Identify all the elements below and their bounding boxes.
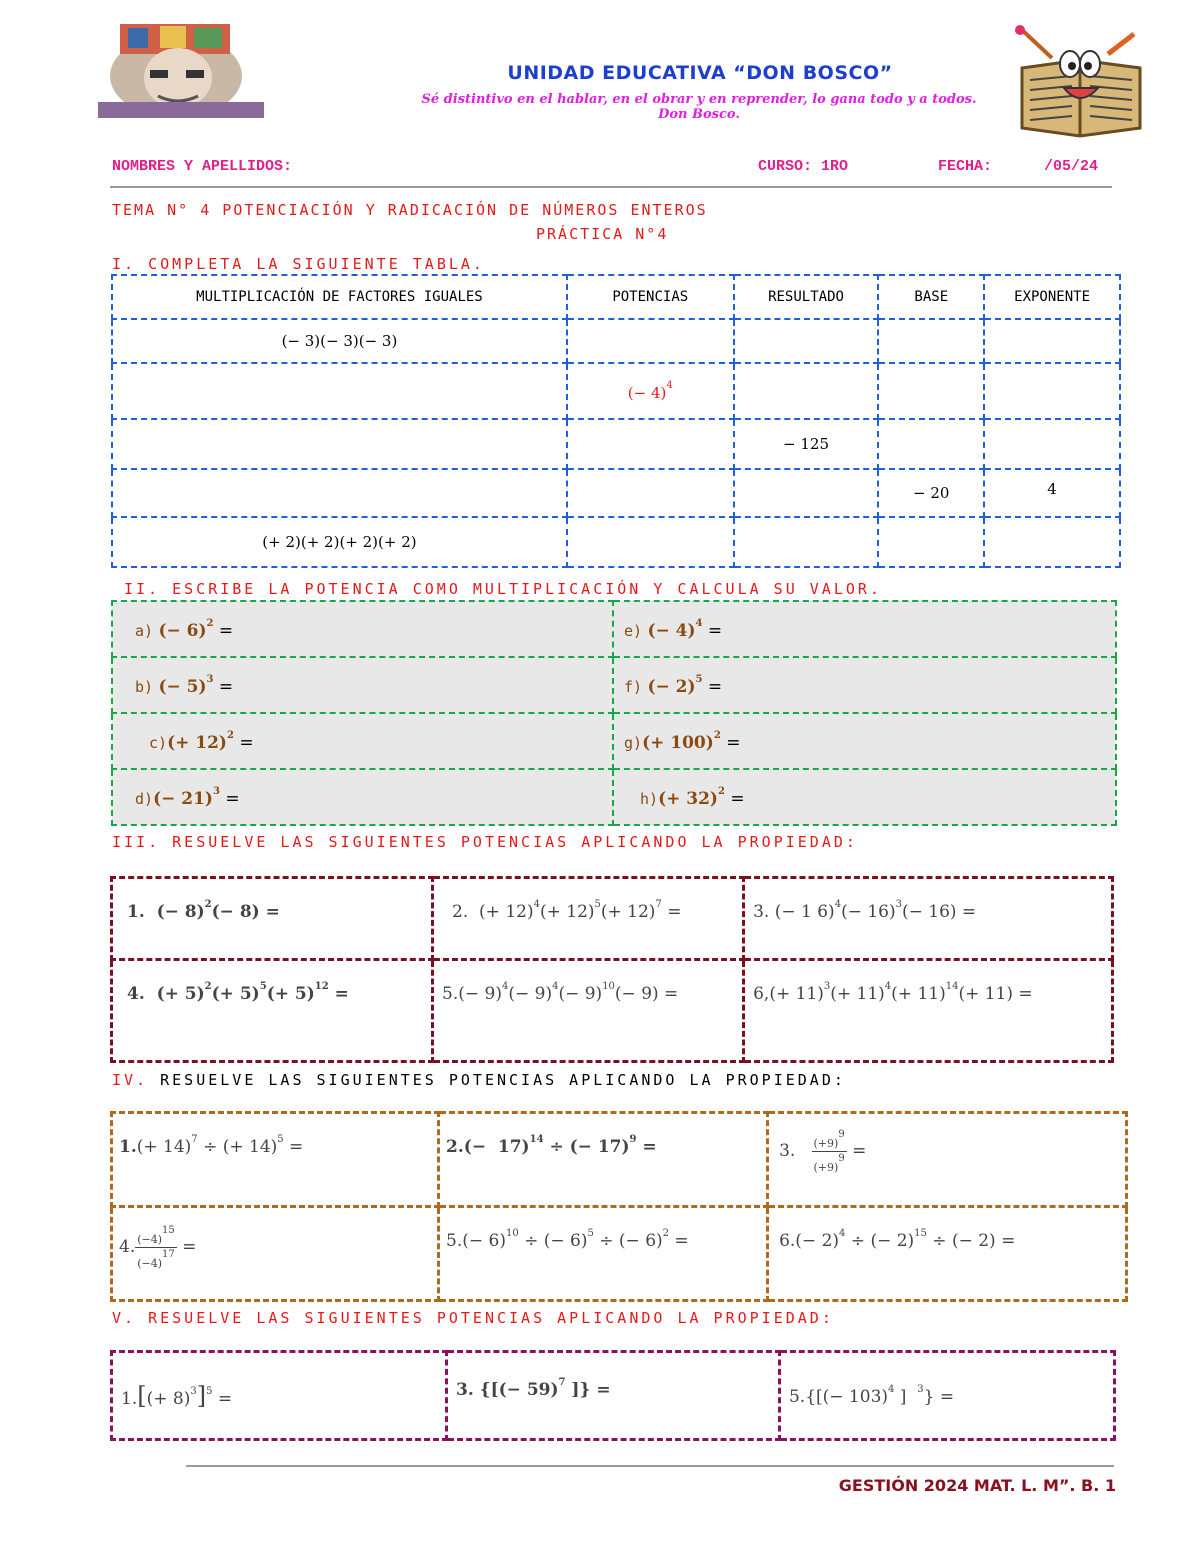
row1-base[interactable]	[878, 319, 984, 363]
row4-exponent: 4	[984, 469, 1120, 517]
section5-table	[110, 1350, 1116, 1441]
exercise3-6: $6,(+ 11)^3(+ 11)^4(+ 11)^{14}(+ 11)$ =	[744, 960, 1113, 1062]
row5-result[interactable]	[734, 517, 879, 567]
item-f: f) (− 2)$^5$ =	[613, 657, 1116, 713]
row3-power[interactable]	[567, 419, 734, 469]
course-label: CURSO: 1RO	[758, 158, 849, 175]
header-divider	[110, 186, 1112, 188]
section4-title-wrap	[112, 1071, 846, 1089]
school-name: UNIDAD EDUCATIVA “DON BOSCO”	[507, 62, 893, 84]
practice-title: PRÁCTICA N°4	[536, 225, 669, 243]
exercise4-5: $5.(- 6)^{10}$ ÷ (− 6)$^5$ ÷ (− 6)$^2$ =	[439, 1207, 768, 1301]
row5-multiplication: (+ 2)(+ 2)(+ 2)(+ 2)	[112, 517, 567, 567]
section4-number: IV.	[112, 1071, 149, 1089]
book-mascot-icon	[1012, 24, 1150, 150]
header-multiplication: MULTIPLICACIÓN DE FACTORES IGUALES	[112, 275, 567, 319]
exercise3-1: 1. (− 8)$^2$(− 8) =	[112, 878, 433, 960]
exercise3-3: 3. (− 1 $6)^4(- 16)^3(- 16)$ =	[744, 878, 1113, 960]
date-value: /05/24	[1044, 158, 1099, 175]
exercise4-3: 3. $\frac{(+9)^9}{(+9)^9}$ =	[768, 1113, 1127, 1207]
names-label: NOMBRES Y APELLIDOS:	[112, 158, 293, 175]
exercise5-1: $1.[(+ 8)^3]^5$ =	[112, 1352, 447, 1440]
row4-power[interactable]	[567, 469, 734, 517]
exercise4-2: $2.(- 17)^{14}$ ÷ (− 17)$^9$ =	[439, 1113, 768, 1207]
item-e: e) (− 4)$^4$ =	[613, 601, 1116, 657]
header-powers: POTENCIAS	[567, 275, 734, 319]
footer-divider	[186, 1465, 1114, 1467]
section2-table	[111, 600, 1117, 826]
row5-power[interactable]	[567, 517, 734, 567]
exercise5-5: $5.\{[(- 103)^4$ ] $^3$} =	[779, 1352, 1114, 1440]
row1-result[interactable]	[734, 319, 879, 363]
row2-result[interactable]	[734, 363, 879, 419]
item-d: $d)(- 21)^3$ =	[112, 769, 613, 825]
row3-base[interactable]	[878, 419, 984, 469]
item-c: $c)(+ 12)^2$ =	[112, 713, 613, 769]
row2-base[interactable]	[878, 363, 984, 419]
exercise4-6: $6.(- 2)^4$ ÷ (− 2)$^{15}$ ÷ (− 2) =	[768, 1207, 1127, 1301]
section1-table	[111, 274, 1121, 568]
row3-multiplication[interactable]	[112, 419, 567, 469]
exercise3-5: $5.(- 9)^4(- 9)^4(- 9)^{10}(- 9)$ =	[433, 960, 744, 1062]
section5-title: V. RESUELVE LAS SIGUIENTES POTENCIAS APLICANDO LA PROPIEDAD:	[112, 1309, 834, 1327]
exercise4-4: 4. $\frac{(-4)^{15}}{(-4)^{17}}$ =	[112, 1207, 439, 1301]
header-result: RESULTADO	[734, 275, 879, 319]
row2-power: (− 4)$^4$	[567, 363, 734, 419]
section1-title: I. COMPLETA LA SIGUIENTE TABLA.	[112, 255, 485, 273]
row1-multiplication: (− 3)(− 3)(− 3)	[112, 319, 567, 363]
item-g: $g)(+ 100)^2$ =	[613, 713, 1116, 769]
exercise3-4: 4. (+ $5)^2(+ 5)^5(+ 5)^{12}$ =	[112, 960, 433, 1062]
item-b: b) (− 5)$^3$ =	[112, 657, 613, 713]
row3-exponent[interactable]	[984, 419, 1120, 469]
section3-title: III. RESUELVE LAS SIGUIENTES POTENCIAS APLICANDO LA PROPIEDAD:	[112, 833, 858, 851]
exercise5-3: 3. {[(− 59)$^7$ ]} =	[446, 1352, 779, 1440]
section4-table	[110, 1111, 1128, 1302]
header-exponent: EXPONENTE	[984, 275, 1120, 319]
exercise4-1: $1.(+ 14)^7$ ÷ (+ 14)$^5$ =	[112, 1113, 439, 1207]
row4-result[interactable]	[734, 469, 879, 517]
row3-result: − 125	[734, 419, 879, 469]
school-founder-logo	[98, 14, 264, 118]
row5-base[interactable]	[878, 517, 984, 567]
row1-exponent[interactable]	[984, 319, 1120, 363]
row2-multiplication[interactable]	[112, 363, 567, 419]
section3-table	[110, 876, 1114, 1063]
row1-power[interactable]	[567, 319, 734, 363]
header-base: BASE	[878, 275, 984, 319]
school-motto: Sé distintivo en el hablar, en el obrar y en reprender, lo gana todo y a todos. Don Bosco.	[421, 92, 977, 122]
item-h: $h)(+ 32)^2$ =	[613, 769, 1116, 825]
topic-title: TEMA N° 4 POTENCIACIÓN Y RADICACIÓN DE NÚMEROS ENTEROS	[112, 201, 708, 219]
item-a: a) (− 6)$^2$ =	[112, 601, 613, 657]
date-label: FECHA:	[938, 158, 993, 175]
row5-exponent[interactable]	[984, 517, 1120, 567]
section2-title: II. ESCRIBE LA POTENCIA COMO MULTIPLICACIÓN Y CALCULA SU VALOR.	[124, 580, 882, 598]
row4-multiplication[interactable]	[112, 469, 567, 517]
section4-title: RESUELVE LAS SIGUIENTES POTENCIAS APLICANDO LA PROPIEDAD:	[160, 1071, 846, 1089]
footer-text: GESTIÓN 2024 MAT. L. M”. B. 1	[838, 1476, 1116, 1495]
row4-base: − 20	[878, 469, 984, 517]
row2-exponent[interactable]	[984, 363, 1120, 419]
exercise3-2: 2. (+ $12)^4(+ 12)^5(+ 12)^7$ =	[433, 878, 744, 960]
